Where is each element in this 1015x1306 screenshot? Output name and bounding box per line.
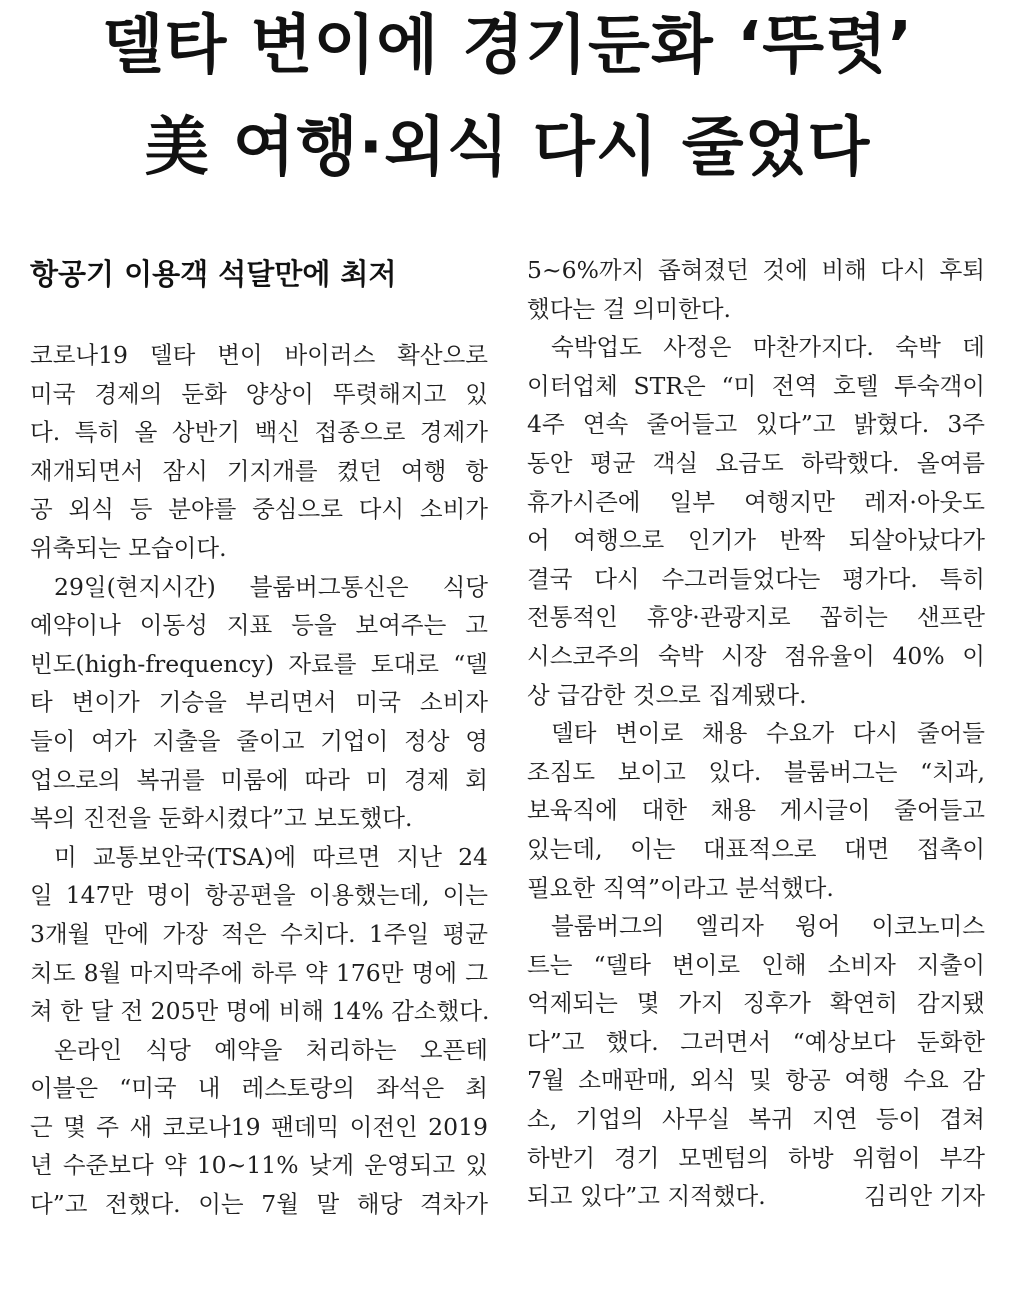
text-line: 미 교통보안국(TSA)에 따르면 지난 24 bbox=[54, 842, 488, 871]
text-line: 델타 변이로 채용 수요가 다시 줄어들 bbox=[551, 719, 985, 748]
headline-line-2: 美 여행·외식 다시 줄었다 bbox=[144, 111, 871, 185]
text-line: 필요한 직역”이라고 분석했다. bbox=[527, 873, 834, 902]
text-line: 예약이나 이동성 지표 등을 보여주는 고 bbox=[30, 611, 488, 640]
article-column-right bbox=[527, 251, 985, 1216]
text-line: 다. 특히 올 상반기 백신 접종으로 경제가 bbox=[30, 418, 488, 447]
text-line: 년 수준보다 약 10~11% 낮게 운영되고 있 bbox=[30, 1151, 488, 1180]
text-line: 타 변이가 기승을 부리면서 미국 소비자 bbox=[30, 688, 488, 717]
text-line: 조짐도 보이고 있다. 블룸버그는 “치과, bbox=[527, 757, 985, 786]
text-line: 29일(현지시간) 블룸버그통신은 식당 bbox=[54, 572, 488, 601]
text-line: 소, 기업의 사무실 복귀 지연 등이 겹쳐 bbox=[527, 1105, 985, 1134]
text-line: 코로나19 델타 변이 바이러스 확산으로 bbox=[30, 341, 488, 369]
text-line: 다”고 했다. 그러면서 “예상보다 둔화한 bbox=[527, 1027, 985, 1056]
byline: 김리안 기자 bbox=[864, 1182, 985, 1211]
text-line: 4주 연속 줄어들고 있다”고 밝혔다. 3주 bbox=[527, 410, 985, 439]
text-line: 5~6%까지 좁혀졌던 것에 비해 다시 후퇴 bbox=[527, 256, 985, 284]
text-line: 억제되는 몇 가지 징후가 확연히 감지됐 bbox=[527, 989, 985, 1018]
text-line: 보육직에 대한 채용 게시글이 줄어들고 bbox=[527, 796, 985, 825]
text-line: 쳐 한 달 전 205만 명에 비해 14% 감소했다. bbox=[30, 997, 490, 1026]
text-line: 시스코주의 숙박 시장 점유율이 40% 이 bbox=[527, 641, 985, 670]
text-line: 하반기 경기 모멘텀의 하방 위험이 부각 bbox=[527, 1143, 985, 1172]
text-line: 트는 “델타 변이로 인해 소비자 지출이 bbox=[527, 950, 985, 979]
text-line: 숙박업도 사정은 마찬가지다. 숙박 데 bbox=[551, 333, 985, 362]
text-line: 온라인 식당 예약을 처리하는 오픈테 bbox=[54, 1035, 488, 1064]
text-line: 상 급감한 것으로 집계됐다. bbox=[527, 680, 807, 709]
subheadline: 항공기 이용객 석달만에 최저 bbox=[30, 257, 397, 291]
text-line: 되고 있다”고 지적했다. bbox=[527, 1182, 766, 1211]
text-line: 빈도(high-frequency) 자료를 토대로 “델 bbox=[30, 649, 488, 678]
text-line: 복의 진전을 둔화시켰다”고 보도했다. bbox=[30, 804, 413, 833]
text-line: 했다는 걸 의미한다. bbox=[527, 294, 732, 323]
text-line: 미국 경제의 둔화 양상이 뚜렷해지고 있 bbox=[30, 379, 488, 408]
text-line: 전통적인 휴양·관광지로 꼽히는 샌프란 bbox=[527, 603, 985, 632]
text-line: 일 147만 명이 항공편을 이용했는데, 이는 bbox=[30, 881, 488, 910]
text-line: 블룸버그의 엘리자 윙어 이코노미스 bbox=[551, 912, 985, 941]
text-line: 동안 평균 객실 요금도 하락했다. 올여름 bbox=[527, 448, 985, 477]
text-line: 3개월 만에 가장 적은 수치다. 1주일 평균 bbox=[30, 919, 488, 948]
headline-line-1: 델타 변이에 경기둔화 ‘뚜렷’ bbox=[101, 9, 914, 83]
text-line: 이블은 “미국 내 레스토랑의 좌석은 최 bbox=[30, 1074, 488, 1103]
article-column-left bbox=[30, 248, 488, 1224]
closing-line bbox=[527, 1177, 985, 1216]
text-line: 근 몇 주 새 코로나19 팬데믹 이전인 2019 bbox=[30, 1112, 488, 1141]
text-line: 다”고 전했다. 이는 7월 말 해당 격차가 bbox=[30, 1190, 488, 1219]
text-line: 공 외식 등 분야를 중심으로 다시 소비가 bbox=[30, 495, 488, 524]
text-line: 업으로의 복귀를 미룸에 따라 미 경제 회 bbox=[30, 765, 488, 794]
text-line: 위축되는 모습이다. bbox=[30, 533, 227, 562]
text-line: 어 여행으로 인기가 반짝 되살아났다가 bbox=[527, 526, 985, 555]
text-line: 재개되면서 잠시 기지개를 켰던 여행 항 bbox=[30, 456, 488, 485]
text-line: 있는데, 이는 대표적으로 대면 접촉이 bbox=[527, 834, 985, 863]
text-line: 이터업체 STR은 “미 전역 호텔 투숙객이 bbox=[527, 371, 985, 400]
text-line: 들이 여가 지출을 줄이고 기업이 정상 영 bbox=[30, 726, 488, 755]
text-line: 휴가시즌에 일부 여행지만 레저·아웃도 bbox=[527, 487, 985, 516]
text-line: 7월 소매판매, 외식 및 항공 여행 수요 감 bbox=[527, 1066, 985, 1095]
text-line: 결국 다시 수그러들었다는 평가다. 특히 bbox=[527, 564, 985, 593]
text-line: 치도 8월 마지막주에 하루 약 176만 명에 그 bbox=[30, 958, 488, 987]
